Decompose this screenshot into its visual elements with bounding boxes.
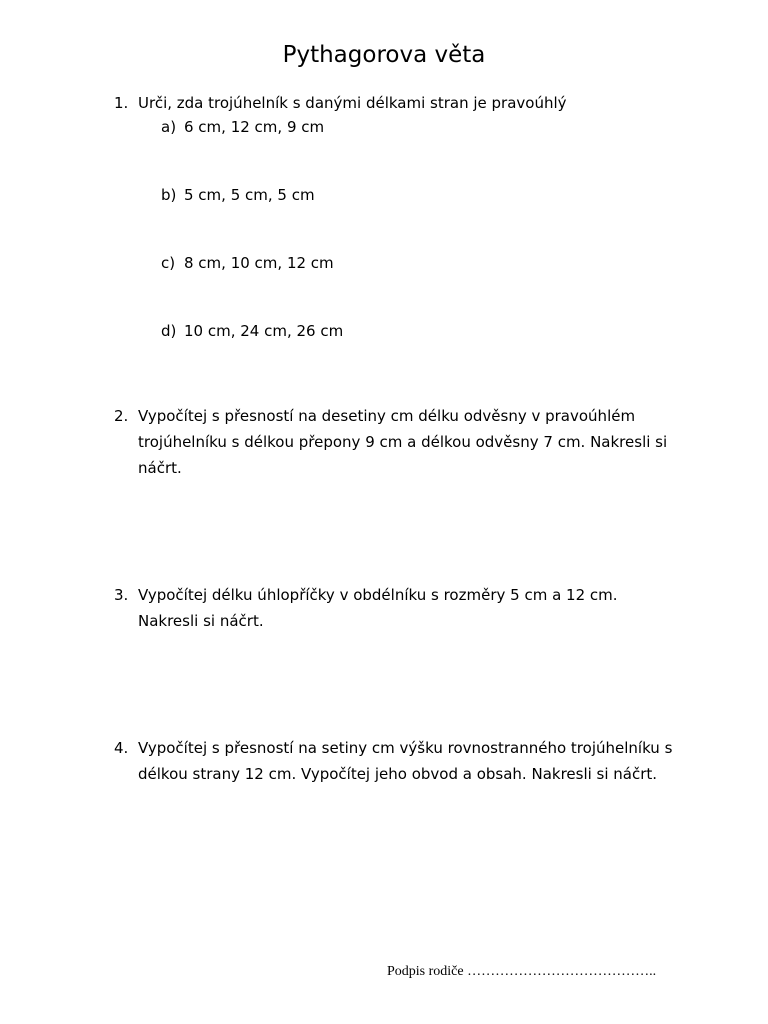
question-number: 2.: [114, 407, 129, 425]
question-4: [114, 735, 674, 787]
option-letter: c): [161, 254, 176, 272]
option-text: 5 cm, 5 cm, 5 cm: [184, 186, 315, 204]
option-letter: a): [161, 118, 177, 136]
question-text: Vypočítej s přesností na desetiny cm délku odvěsny v pravoúhlém trojúhelníku s délkou přepony 9 cm a délkou odvěsny 7 cm. Nakresli si náčrt.: [138, 407, 668, 477]
page-title: Pythagorova věta: [282, 42, 486, 68]
question-2: [114, 403, 674, 481]
option-text: 10 cm, 24 cm, 26 cm: [184, 322, 344, 340]
question-text: Vypočítej délku úhlopříčky v obdélníku s rozměry 5 cm a 12 cm. Nakresli si náčrt.: [138, 586, 618, 630]
question-number: 4.: [114, 739, 129, 757]
answer-option-c: [161, 253, 334, 273]
question-text: Vypočítej s přesností na setiny cm výšku rovnostranného trojúhelníku s délkou strany 12 cm. Vypočítej jeho obvod a obsah. Nakresli si náčrt.: [138, 739, 673, 783]
question-3: [114, 582, 674, 634]
option-letter: b): [161, 186, 177, 204]
answer-option-b: [161, 185, 315, 205]
answer-option-d: [161, 321, 343, 341]
question-number: 3.: [114, 586, 129, 604]
option-text: 6 cm, 12 cm, 9 cm: [184, 118, 325, 136]
option-text: 8 cm, 10 cm, 12 cm: [184, 254, 334, 272]
parent-signature-line: Podpis rodiče …………………………………..: [387, 964, 657, 979]
question-number: 1.: [114, 94, 129, 112]
option-letter: d): [161, 322, 177, 340]
answer-option-a: [161, 117, 324, 137]
question-text: Urči, zda trojúhelník s danými délkami stran je pravoúhlý: [138, 94, 567, 112]
question-1: [114, 90, 674, 116]
